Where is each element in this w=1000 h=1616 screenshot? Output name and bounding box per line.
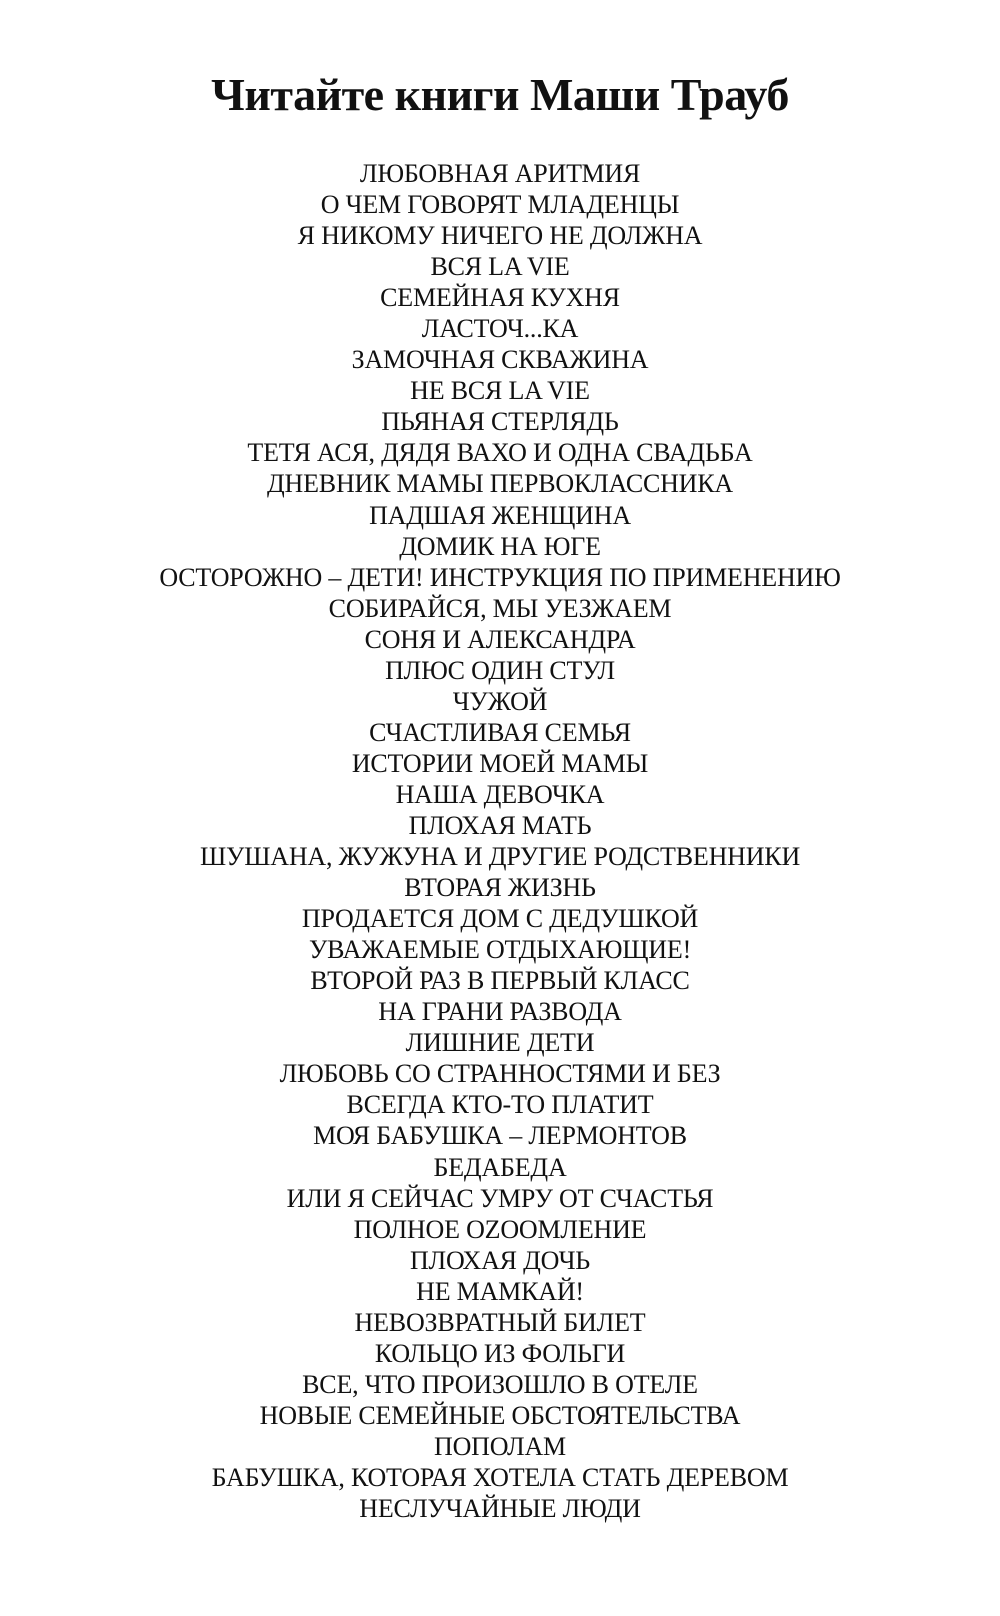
book-title: ПОПОЛАМ: [434, 1431, 566, 1461]
book-title: ШУШАНА, ЖУЖУНА И ДРУГИЕ РОДСТВЕННИКИ: [199, 842, 801, 872]
book-title: Я НИКОМУ НИЧЕГО НЕ ДОЛЖНА: [297, 221, 703, 251]
book-title: ПОЛНОЕ OZOOМЛЕНИЕ: [353, 1214, 647, 1244]
book-title: ИЛИ Я СЕЙЧАС УМРУ ОТ СЧАСТЬЯ: [286, 1183, 714, 1213]
book-title: СОБИРАЙСЯ, МЫ УЕЗЖАЕМ: [328, 593, 672, 623]
book-title: ВСЕ, ЧТО ПРОИЗОШЛО В ОТЕЛЕ: [302, 1369, 698, 1399]
book-title: О ЧЕМ ГОВОРЯТ МЛАДЕНЦЫ: [320, 190, 680, 220]
book-title: ЛИШНИЕ ДЕТИ: [405, 1028, 595, 1058]
book-title: НЕ МАМКАЙ!: [416, 1276, 584, 1306]
book-title: ДНЕВНИК МАМЫ ПЕРВОКЛАССНИКА: [267, 469, 733, 499]
book-title: ТЕТЯ АСЯ, ДЯДЯ ВАХО И ОДНА СВАДЬБА: [247, 438, 753, 468]
book-title: НЕСЛУЧАЙНЫЕ ЛЮДИ: [359, 1494, 641, 1524]
book-title: ЛАСТОЧ...КА: [421, 314, 579, 344]
page-title: Читайте книги Маши Трауб: [211, 69, 789, 120]
book-title: ОСТОРОЖНО – ДЕТИ! ИНСТРУКЦИЯ ПО ПРИМЕНЕНИЮ: [159, 562, 841, 592]
book-title: СОНЯ И АЛЕКСАНДРА: [364, 624, 636, 654]
book-title: БАБУШКА, КОТОРАЯ ХОТЕЛА СТАТЬ ДЕРЕВОМ: [211, 1462, 789, 1492]
book-title: НЕ ВСЯ LA VIE: [410, 376, 590, 406]
book-title: ЛЮБОВЬ СО СТРАННОСТЯМИ И БЕЗ: [279, 1059, 721, 1089]
book-title: КОЛЬЦО ИЗ ФОЛЬГИ: [374, 1338, 626, 1368]
book-title: ВТОРОЙ РАЗ В ПЕРВЫЙ КЛАСС: [310, 966, 690, 996]
book-title: НОВЫЕ СЕМЕЙНЫЕ ОБСТОЯТЕЛЬСТВА: [259, 1400, 741, 1430]
book-title: ПАДШАЯ ЖЕНЩИНА: [369, 500, 631, 530]
book-title: ВСЯ LA VIE: [430, 252, 570, 282]
book-title: ЛЮБОВНАЯ АРИТМИЯ: [359, 159, 641, 188]
book-title: СЧАСТЛИВАЯ СЕМЬЯ: [369, 717, 631, 747]
book-title: НЕВОЗВРАТНЫЙ БИЛЕТ: [354, 1307, 646, 1337]
book-title: БЕДАБЕДА: [433, 1152, 567, 1182]
book-title: МОЯ БАБУШКА – ЛЕРМОНТОВ: [313, 1121, 687, 1151]
book-list: [0, 158, 1000, 1524]
book-title: НА ГРАНИ РАЗВОДА: [378, 997, 622, 1027]
book-title: ПРОДАЕТСЯ ДОМ С ДЕДУШКОЙ: [301, 904, 699, 934]
book-title: ПЬЯНАЯ СТЕРЛЯДЬ: [381, 407, 619, 437]
book-title: УВАЖАЕМЫЕ ОТДЫХАЮЩИЕ!: [308, 935, 692, 965]
book-title: ЗАМОЧНАЯ СКВАЖИНА: [351, 345, 649, 375]
book-title: ИСТОРИИ МОЕЙ МАМЫ: [351, 748, 649, 778]
book-title: ПЛОХАЯ ДОЧЬ: [409, 1245, 591, 1275]
book-title: ВСЕГДА КТО-ТО ПЛАТИТ: [346, 1090, 654, 1120]
book-title: ПЛЮС ОДИН СТУЛ: [385, 655, 615, 685]
book-title: СЕМЕЙНАЯ КУХНЯ: [380, 283, 620, 313]
book-title: ВТОРАЯ ЖИЗНЬ: [404, 873, 596, 903]
book-title: ЧУЖОЙ: [452, 686, 548, 716]
book-title: ПЛОХАЯ МАТЬ: [408, 810, 592, 840]
book-title: НАША ДЕВОЧКА: [395, 779, 605, 809]
book-title: ДОМИК НА ЮГЕ: [399, 531, 601, 561]
